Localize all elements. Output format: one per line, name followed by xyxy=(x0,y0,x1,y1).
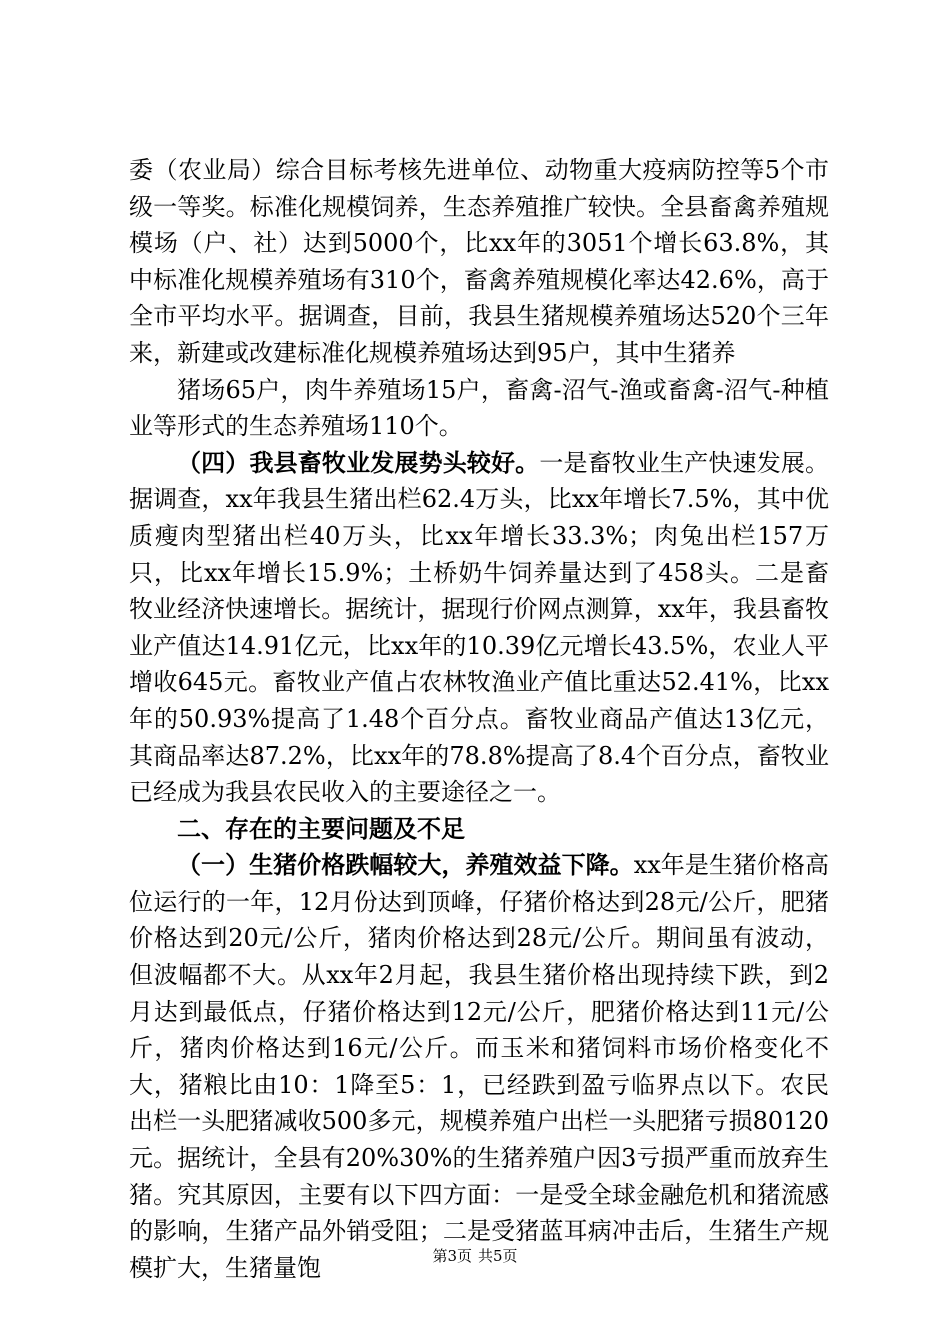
document-body xyxy=(129,152,829,1286)
paragraph-5-heading: （一）生猪价格跌幅较大，养殖效益下降。 xyxy=(177,850,634,880)
paragraph-3-text: 一是畜牧业生产快速发展。据调查，xx年我县生猪出栏62.4万头，比xx年增长7.5%，其中优质瘦肉型猪出栏40万头，比xx年增长33.3%；肉兔出栏157万只，比xx年增长15.9%；土桥奶牛饲养量达到了458头。二是畜牧业经济快速增长。据统计，据现行价网点测算，xx年，我县畜牧业产值达14.91亿元，比xx年的10.39亿元增长43.5%，农业人平增收645元。畜牧业产值占农林牧渔业产值比重达52.41%，比xx年的50.93%提高了1.48个百分点。畜牧业商品产值达13亿元，其商品率达87.2%，比xx年的78.8%提高了8.4个百分点，畜牧业已经成为我县农民收入的主要途径之一。 xyxy=(129,448,830,807)
section-heading xyxy=(129,811,829,848)
page-total: 共5页 xyxy=(478,1247,518,1265)
paragraph-3 xyxy=(129,445,829,811)
paragraph-2 xyxy=(129,372,829,445)
paragraph-5-text: xx年是生猪价格高位运行的一年，12月份达到顶峰，仔猪价格达到28元/公斤，肥猪价格达到20元/公斤，猪肉价格达到28元/公斤。期间虽有波动，但波幅都不大。从xx年2月起，我县生猪价格出现持续下跌，到2月达到最低点，仔猪价格达到12元/公斤，肥猪价格达到11元/公斤，猪肉价格达到16元/公斤。而玉米和猪饲料市场价格变化不大，猪粮比由10：1降至5：1，已经跌到盈亏临界点以下。农民出栏一头肥猪减收500多元，规模养殖户出栏一头肥猪亏损80120元。据统计，全县有20%30%的生猪养殖户因3亏损严重而放弃生猪。究其原因，主要有以下四方面：一是受全球金融危机和猪流感的影响，生猪产品外销受阻；二是受猪蓝耳病冲击后，生猪生产规模扩大，生猪量饱 xyxy=(129,851,830,1282)
page-footer xyxy=(0,1246,950,1266)
paragraph-5 xyxy=(129,847,829,1286)
paragraph-1 xyxy=(129,152,829,372)
paragraph-1-text: 委（农业局）综合目标考核先进单位、动物重大疫病防控等5个市级一等奖。标准化规模饲养，生态养殖推广较快。全县畜禽养殖规模场（户、社）达到5000个，比xx年的3051个增长63.8%，其中标准化规模养殖场有310个，畜禽养殖规模化率达42.6%，高于全市平均水平。据调查，目前，我县生猪规模养殖场达520个三年来，新建或改建标准化规模养殖场达到95户，其中生猪养 xyxy=(129,156,829,367)
page-number: 第3页 xyxy=(432,1247,472,1265)
section-heading-text: 二、存在的主要问题及不足 xyxy=(177,813,465,843)
paragraph-2-text: 猪场65户，肉牛养殖场15户，畜禽-沼气-渔或畜禽-沼气-种植业等形式的生态养殖场110个。 xyxy=(129,375,829,441)
paragraph-3-heading: （四）我县畜牧业发展势头较好。 xyxy=(177,447,540,477)
